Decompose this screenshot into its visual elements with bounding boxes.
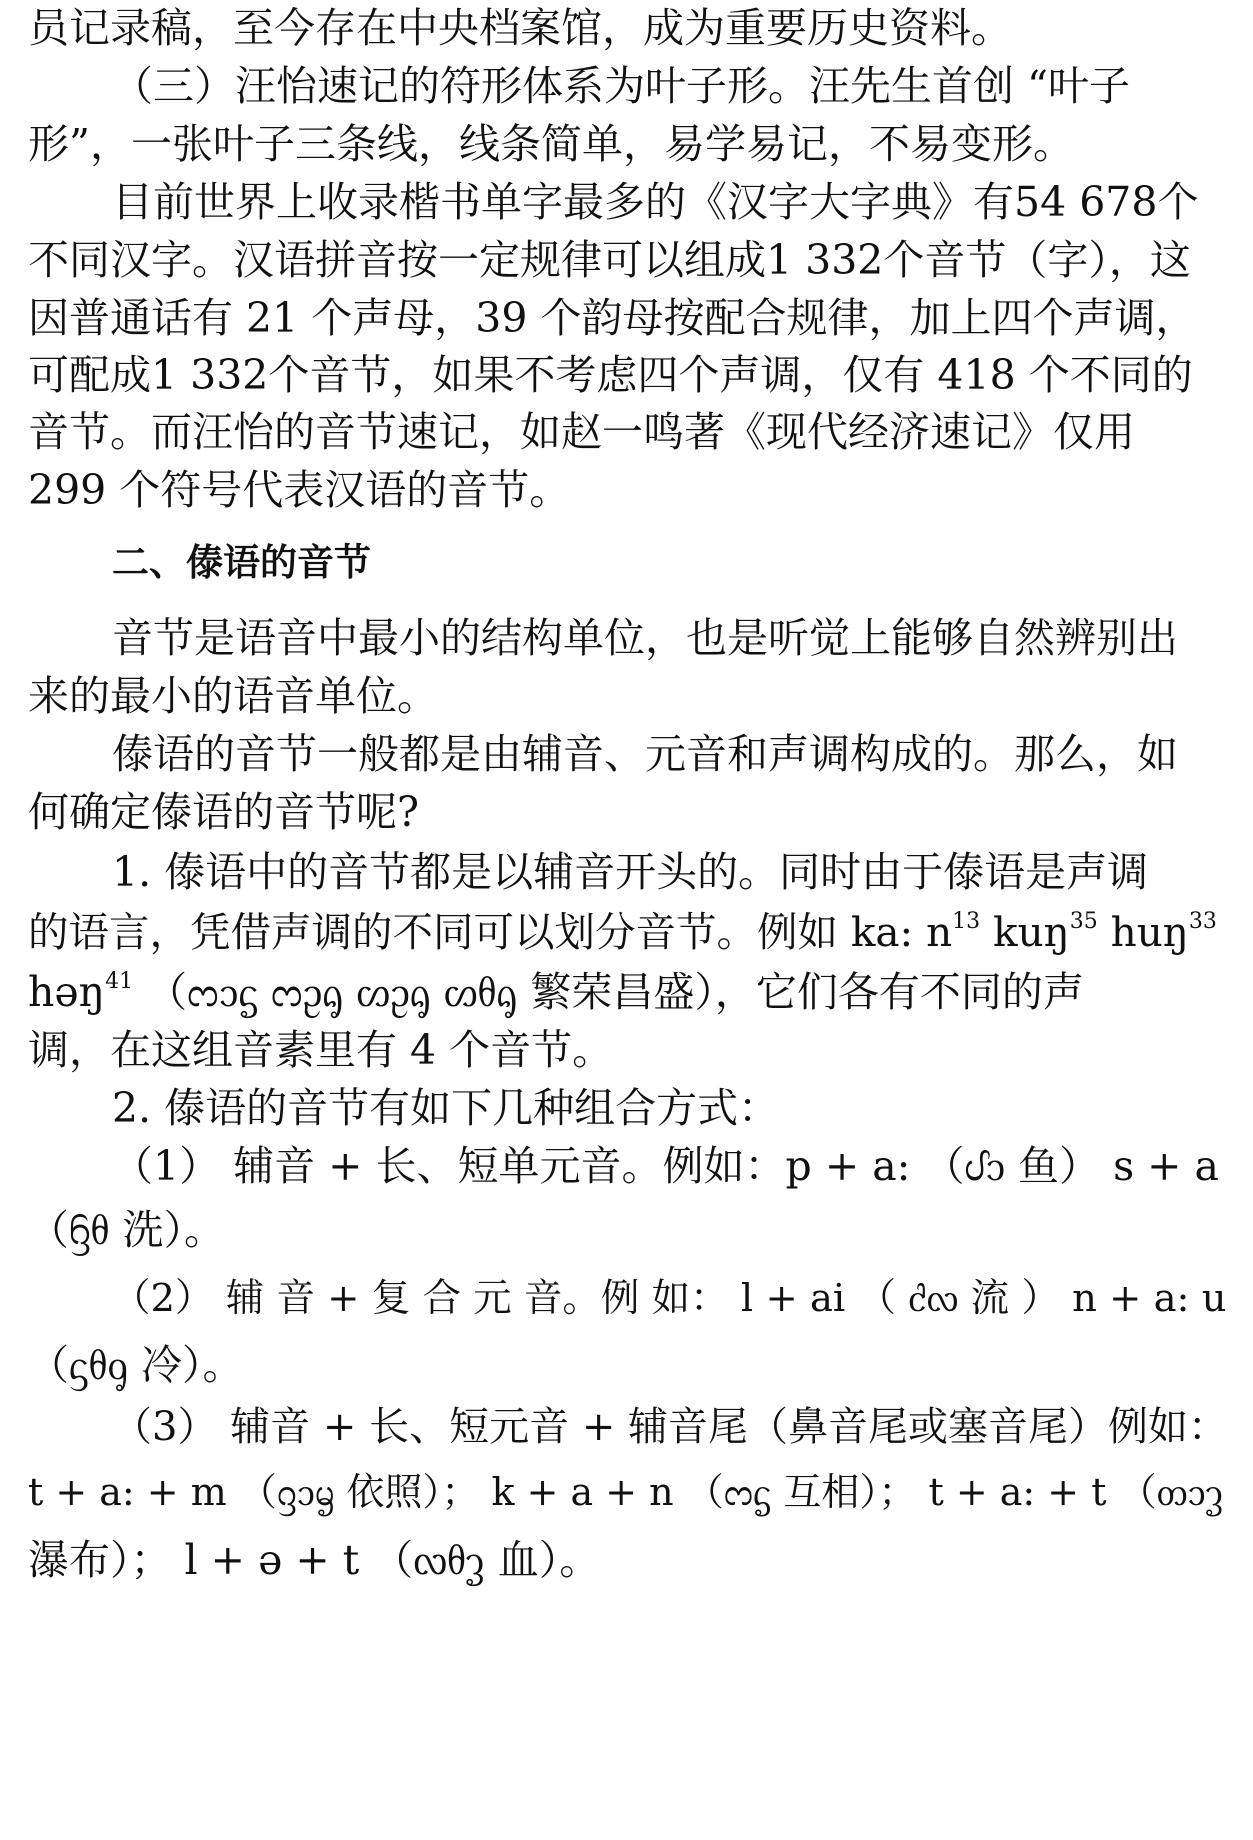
- text-line: 不同汉字。汉语拼音按一定规律可以组成1 332个音节（字），这: [28, 236, 1191, 284]
- text-line: 299 个符号代表汉语的音节。: [28, 466, 571, 514]
- section-heading: 二、傣语的音节: [112, 541, 371, 584]
- text-line: 调，在这组音素里有 4 个音节。: [28, 1026, 614, 1074]
- text-line: （ᦓᦲᧁ 冷）。: [28, 1341, 244, 1389]
- text-line: （3） 辅音 + 长、短元音 + 辅音尾（鼻音尾或塞音尾）例如：: [112, 1404, 1229, 1450]
- tone-number: 13: [952, 909, 981, 934]
- text-line: 可配成1 332个音节，如果不考虑四个声调，仅有 418 个不同的: [28, 351, 1193, 399]
- text-line: 1. 傣语中的音节都是以辅音开头的。同时由于傣语是声调: [112, 848, 1149, 896]
- text-line: 何确定傣语的音节呢?: [28, 788, 419, 836]
- text-line: 形”，一张叶子三条线，线条简单，易学易记，不易变形。: [28, 120, 1074, 168]
- phonetic-example: həŋ: [28, 968, 106, 1016]
- text-line: 音节。而汪怡的音节速记，如赵一鸣著《现代经济速记》仅用: [28, 408, 1135, 456]
- text-line: （1） 辅音 + 长、短单元音。例如：p + a: （ᦔᦱ 鱼） s + a: [112, 1142, 1219, 1190]
- text-line: 瀑布）； l + ə + t （ᦟᦲᧆ 血）。: [28, 1536, 601, 1584]
- text-line: 音节是语音中最小的结构单位，也是听觉上能够自然辨别出: [112, 614, 1178, 662]
- text-span: 的语言，凭借声调的不同可以划分音节。例如: [28, 908, 851, 956]
- phonetic-example: ka: n: [850, 908, 953, 956]
- text-span: （ᦂᦱᧃ ᦂᦳᧂ ᦠᦳᧂ ᦠᦲᧂ 繁荣昌盛），它们各有不同的声: [133, 968, 1084, 1016]
- text-line: 2. 傣语的音节有如下几种组合方式：: [112, 1084, 780, 1132]
- phonetic-example: huŋ: [1097, 908, 1189, 956]
- text-line: 目前世界上收录楷书单字最多的《汉字大字典》有54 678个: [112, 178, 1199, 226]
- text-line: （2） 辅 音 + 复 合 元 音。例 如： l + ai （ ᦺᦟ 流 ） n + a: u: [112, 1276, 1227, 1321]
- text-line: （三）汪怡速记的符形体系为叶子形。汪先生首创 “叶子: [112, 62, 1130, 110]
- phonetic-example: kuŋ: [980, 908, 1070, 956]
- tone-number: 33: [1188, 909, 1217, 934]
- text-line: 因普通话有 21 个声母，39 个韵母按配合规律，加上四个声调，: [28, 294, 1197, 342]
- text-line: [28, 968, 1084, 1016]
- text-line: 傣语的音节一般都是由辅音、元音和声调构成的。那么，如: [112, 730, 1178, 778]
- text-line: t + a: + m （ᦋᦱᧄ 依照）； k + a + n （ᦂᧃ 互相）； t + a: + t （ᦎᦱᧆ: [28, 1470, 1224, 1514]
- text-line: （ᦌᦲ 洗）。: [28, 1206, 226, 1254]
- text-line: 员记录稿，至今存在中央档案馆，成为重要历史资料。: [28, 4, 1012, 52]
- text-line: 来的最小的语音单位。: [28, 672, 438, 720]
- tone-number: 41: [105, 969, 134, 994]
- tone-number: 35: [1069, 909, 1098, 934]
- text-line: [28, 908, 1217, 956]
